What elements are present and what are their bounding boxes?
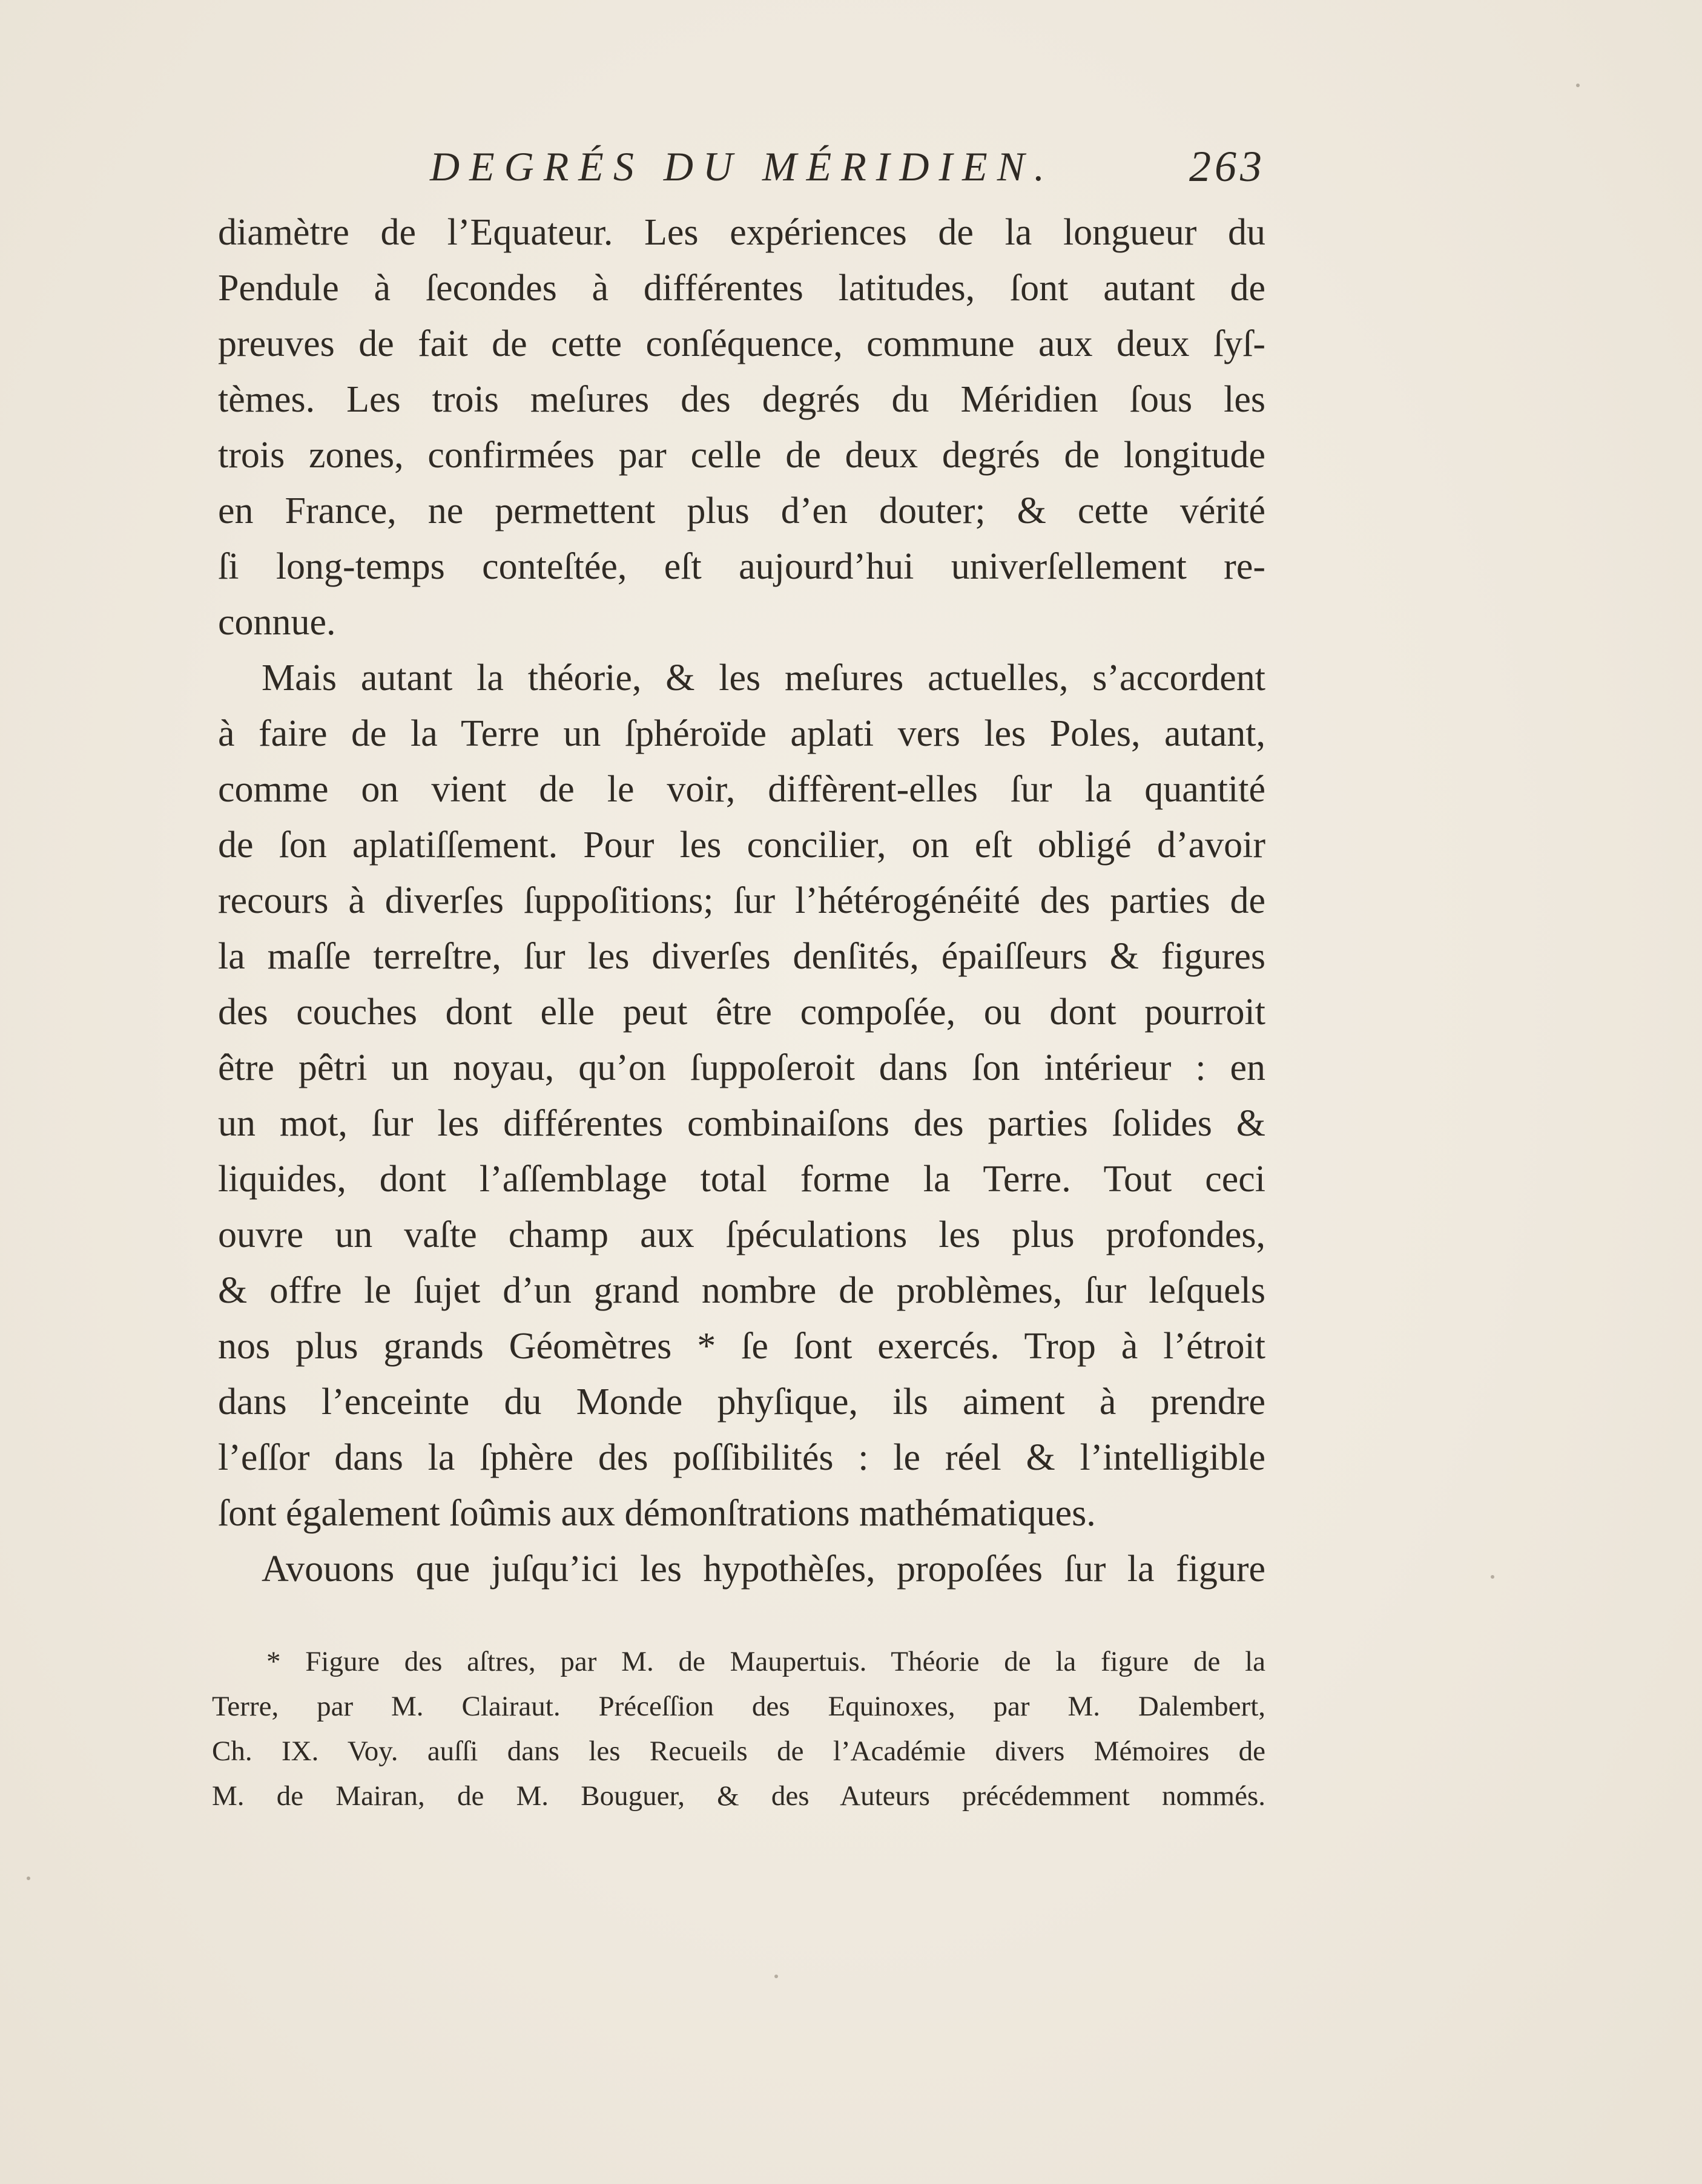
text-line: diamètre de l’Equateur. Les expériences de la longueur du (218, 212, 1265, 253)
text-line: preuves de fait de cette conſéquence, commune aux deux ſyſ- (218, 323, 1265, 364)
text-line: à faire de la Terre un ſphéroïde aplati vers les Poles, autant, (218, 713, 1265, 754)
running-title: DEGRÉS DU MÉRIDIEN. (430, 143, 1055, 189)
running-head (218, 133, 1265, 200)
text-line: dans l’enceinte du Monde phyſique, ils aiment à prendre (218, 1381, 1265, 1423)
body-text (218, 205, 1265, 1597)
text-line: de ſon aplatiſſement. Pour les concilier, on eſt obligé d’avoir (218, 824, 1265, 866)
footnotes (212, 1639, 1265, 1818)
footnote-line: M. de Mairan, de M. Bouguer, & des Auteurs précédemment nommés. (212, 1780, 1265, 1812)
text-line: ſont également ſoûmis aux démonſtrations mathématiques. (218, 1493, 1096, 1534)
footnote-line: Ch. IX. Voy. auſſi dans les Recueils de l’Académie divers Mémoires de (212, 1735, 1265, 1767)
text-line: la maſſe terreſtre, ſur les diverſes denſités, épaiſſeurs & figures (218, 936, 1265, 977)
text-line: Avouons que juſqu’ici les hypothèſes, propoſées ſur la figure (262, 1548, 1265, 1590)
text-line: en France, ne permettent plus d’en douter; & cette vérité (218, 490, 1265, 531)
text-line: ouvre un vaſte champ aux ſpéculations les plus profondes, (218, 1214, 1265, 1255)
footnote-line: Terre, par M. Clairaut. Préceſſion des Equinoxes, par M. Dalembert, (212, 1691, 1265, 1722)
footnote-line: * Figure des aſtres, par M. de Maupertuis. Théorie de la figure de la (266, 1646, 1265, 1677)
paper-speck (27, 1876, 30, 1880)
paper-speck (774, 1975, 778, 1978)
text-line: un mot, ſur les différentes combinaiſons des parties ſolides & (218, 1103, 1265, 1144)
text-line: liquides, dont l’aſſemblage total forme la Terre. Tout ceci (218, 1159, 1265, 1200)
paper-speck (1491, 1575, 1494, 1579)
text-line: Pendule à ſecondes à différentes latitudes, ſont autant de (218, 268, 1265, 309)
paper-speck (1576, 84, 1580, 87)
text-line: nos plus grands Géomètres * ſe ſont exercés. Trop à l’étroit (218, 1326, 1265, 1367)
text-line: trois zones, confirmées par celle de deux degrés de longitude (218, 435, 1265, 476)
text-line: ſi long-temps conteſtée, eſt aujourd’hui univerſellement re- (218, 546, 1265, 587)
text-line: l’eſſor dans la ſphère des poſſibilités : le réel & l’intelligible (218, 1437, 1265, 1478)
text-line: être pêtri un noyau, qu’on ſuppoſeroit dans ſon intérieur : en (218, 1047, 1265, 1088)
text-line: Mais autant la théorie, & les meſures actuelles, s’accordent (262, 657, 1265, 699)
text-line: des couches dont elle peut être compoſée, ou dont pourroit (218, 992, 1265, 1033)
text-line: tèmes. Les trois meſures des degrés du Méridien ſous les (218, 379, 1265, 420)
text-line: & offre le ſujet d’un grand nombre de problèmes, ſur leſquels (218, 1270, 1265, 1311)
text-line: recours à diverſes ſuppoſitions; ſur l’hétérogénéité des parties de (218, 880, 1265, 921)
text-line: comme on vient de le voir, diffèrent-elles ſur la quantité (218, 769, 1265, 810)
page-number: 263 (1189, 142, 1265, 191)
text-line: connue. (218, 602, 336, 643)
